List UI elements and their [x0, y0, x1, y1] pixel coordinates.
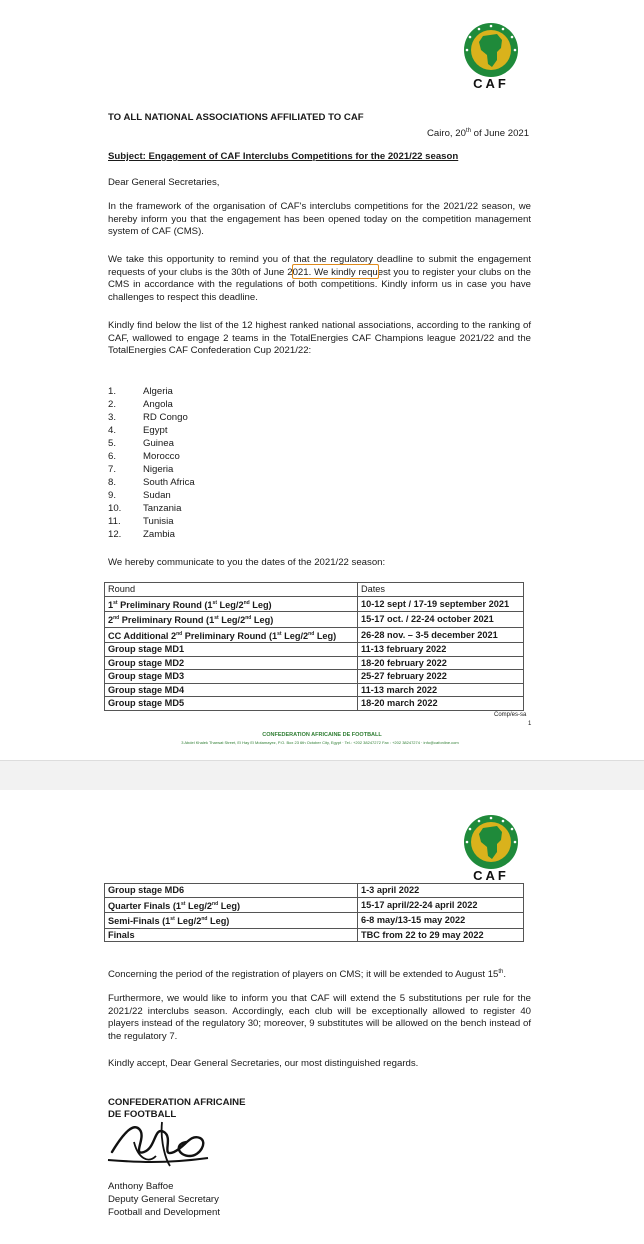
paragraph-deadline [108, 254, 531, 304]
season-dates-table [104, 582, 524, 711]
association-name: Egypt [143, 425, 168, 436]
list-number: 8. [108, 477, 117, 488]
logo-wordmark: CAF [473, 76, 509, 91]
deadline-text-after: We kindly request you to register your clubs on the CMS in accordance with the regulations of both competitions. Kindly inform us in case you have challenges to respect this deadline. [108, 266, 531, 303]
paragraph-ranking: Kindly find below the list of the 12 highest ranked national associations, according to the ranking of CAF, wallowed to engage 2 teams in the TotalEnergies CAF Champions league 2021/22 and the TotalEnergies CAF Confederation Cup 2021/22: [108, 320, 531, 357]
association-name: South Africa [143, 477, 195, 488]
dates-cell: 25-27 february 2022 [358, 670, 524, 684]
table-row [105, 897, 524, 912]
caf-emblem-icon [457, 22, 525, 78]
table-row [105, 627, 524, 642]
list-number: 6. [108, 451, 117, 462]
salutation: Dear General Secretaries, [108, 177, 220, 188]
signer-title: Deputy General Secretary [108, 1194, 219, 1205]
table-row [105, 596, 524, 611]
round-cell: CC Additional 2nd Preliminary Round (1st Leg/2nd Leg) [105, 627, 358, 642]
list-number: 5. [108, 438, 117, 449]
round-cell: Group stage MD5 [105, 697, 358, 711]
list-number: 12. [108, 529, 122, 540]
association-name: Sudan [143, 490, 171, 501]
dates-cell: 1-3 april 2022 [358, 884, 524, 898]
footer-address: 3 Abdel Khalek Tharwat Street, El Hay El Motamayez, P.O. Box 23 6th October City, Egypt · Tel.: +202 38247272 Fax : +202 38247274 · info@cafonline.com [181, 740, 459, 745]
table-row [105, 656, 524, 670]
table-header-row [105, 583, 524, 597]
page-separator [0, 760, 644, 792]
signatory-org-line2: DE FOOTBALL [108, 1109, 177, 1120]
subject-line: Subject: Engagement of CAF Interclubs Competitions for the 2021/22 season [108, 151, 459, 162]
handwritten-signature [104, 1112, 214, 1172]
page-number: 1 [528, 721, 532, 727]
caf-logo [457, 814, 525, 884]
dates-cell: 10-12 sept / 17-19 september 2021 [358, 596, 524, 611]
signer-department: Football and Development [108, 1207, 220, 1218]
list-number: 10. [108, 503, 122, 514]
paragraph-engagement: In the framework of the organisation of CAF's interclubs competitions for the 2021/22 season, we hereby inform you that the engagement has been opened today on the competition management system of CAF (CMS). [108, 201, 531, 238]
association-name: Guinea [143, 438, 174, 449]
season-dates-table-continued [104, 883, 524, 942]
association-name: Nigeria [143, 464, 174, 475]
date-line: Cairo, 20th of June 2021 [427, 128, 530, 140]
list-number: 3. [108, 412, 117, 423]
dates-intro: We hereby communicate to you the dates of the 2021/22 season: [108, 557, 386, 568]
deadline-date: 30th of June 2021. [231, 266, 312, 278]
round-cell: Group stage MD1 [105, 643, 358, 657]
association-name: RD Congo [143, 412, 188, 423]
round-cell: Group stage MD6 [105, 884, 358, 898]
dates-cell: 15-17 oct. / 22-24 october 2021 [358, 612, 524, 627]
footer-org: CONFEDERATION AFRICAINE DE FOOTBALL [262, 732, 382, 738]
logo-wordmark: CAF [473, 868, 509, 883]
dates-cell: 15-17 april/22-24 april 2022 [358, 897, 524, 912]
round-cell: 1st Preliminary Round (1st Leg/2nd Leg) [105, 596, 358, 611]
dates-cell: TBC from 22 to 29 may 2022 [358, 928, 524, 942]
list-number: 4. [108, 425, 117, 436]
caf-emblem-icon [457, 814, 525, 870]
dates-cell: 26-28 nov. – 3-5 december 2021 [358, 627, 524, 642]
letter-page-2 [0, 790, 644, 1244]
list-number: 9. [108, 490, 117, 501]
association-name: Tunisia [143, 516, 174, 527]
association-name: Tanzania [143, 503, 182, 514]
list-number: 2. [108, 399, 117, 410]
dates-cell: 18-20 march 2022 [358, 697, 524, 711]
round-cell: 2nd Preliminary Round (1st Leg/2nd Leg) [105, 612, 358, 627]
table-row [105, 670, 524, 684]
table-row [105, 884, 524, 898]
deadline-highlight-box [292, 264, 379, 279]
table-row [105, 683, 524, 697]
round-cell: Group stage MD2 [105, 656, 358, 670]
paragraph-registration: Concerning the period of the registration of players on CMS; it will be extended to August 15th. [108, 969, 507, 981]
association-name: Angola [143, 399, 173, 410]
list-number: 11. [108, 516, 121, 527]
table-row [105, 643, 524, 657]
list-number: 1. [108, 386, 117, 397]
deadline-text-before: We take this opportunity to remind you of that the regulatory deadline to submit the engagement requests of your clubs is the [108, 254, 531, 278]
table-row [105, 913, 524, 928]
paragraph-substitutions: Furthermore, we would like to inform you that CAF will extend the 5 substitutions per rule for the 2021/22 interclubs season. Accordingly, each club will be exceptionally allowed to register 40 players instead of the regulatory 30; moreover, 9 substitutes will be allowed on the bench instead of the regulatory 7. [108, 993, 531, 1042]
dates-cell: 6-8 may/13-15 may 2022 [358, 913, 524, 928]
caf-logo [457, 22, 525, 92]
table-row [105, 697, 524, 711]
dates-cell: 18-20 february 2022 [358, 656, 524, 670]
addressee: TO ALL NATIONAL ASSOCIATIONS AFFILIATED TO CAF [108, 112, 364, 123]
closing-line: Kindly accept, Dear General Secretaries, our most distinguished regards. [108, 1058, 419, 1069]
header-round: Round [105, 583, 358, 597]
list-number: 7. [108, 464, 117, 475]
round-cell: Semi-Finals (1st Leg/2nd Leg) [105, 913, 358, 928]
dates-cell: 11-13 february 2022 [358, 643, 524, 657]
association-name: Zambia [143, 529, 175, 540]
association-name: Morocco [143, 451, 180, 462]
dates-cell: 11-13 march 2022 [358, 683, 524, 697]
association-name: Algeria [143, 386, 173, 397]
table-row [105, 612, 524, 627]
round-cell: Finals [105, 928, 358, 942]
round-cell: Group stage MD3 [105, 670, 358, 684]
signer-name: Anthony Baffoe [108, 1181, 174, 1192]
continued-marker: Comp/es-sa [494, 712, 527, 718]
signatory-org-line1: CONFEDERATION AFRICAINE [108, 1097, 246, 1108]
table-row [105, 928, 524, 942]
round-cell: Quarter Finals (1st Leg/2nd Leg) [105, 897, 358, 912]
round-cell: Group stage MD4 [105, 683, 358, 697]
header-dates: Dates [358, 583, 524, 597]
